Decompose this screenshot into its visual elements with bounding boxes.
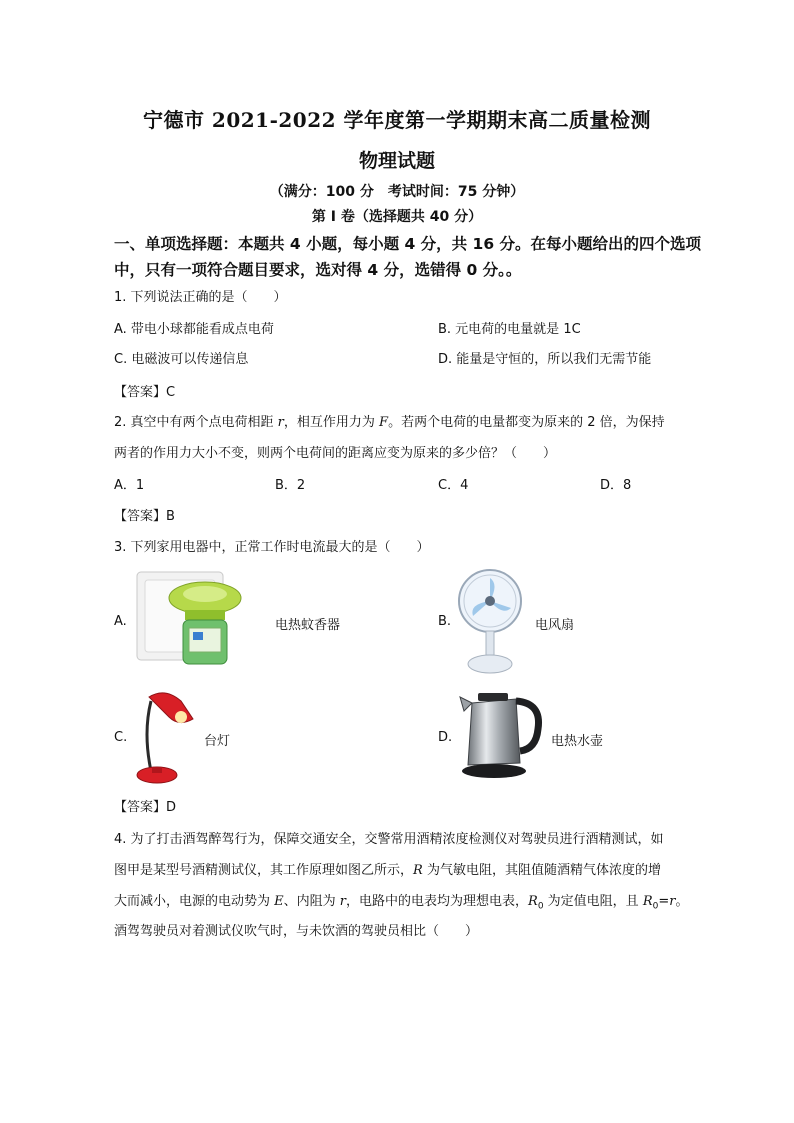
- desk-lamp-image: [135, 683, 199, 785]
- answer-tag: 【答案】: [114, 509, 167, 524]
- answer-tag: 【答案】: [114, 800, 167, 815]
- q4-text: 。: [675, 894, 689, 909]
- q1-option-c: C. 电磁波可以传递信息: [114, 352, 249, 367]
- volume-heading: 第 I 卷（选择题共 40 分）: [311, 209, 483, 225]
- q1-stem: 1. 下列说法正确的是（ ）: [114, 290, 287, 305]
- q4-text: 大而减小，电源的电动势为: [114, 894, 275, 909]
- mosquito-heater-image: [135, 570, 245, 670]
- var-r: r: [339, 894, 346, 909]
- var-r-upper: R: [413, 863, 423, 878]
- answer-tag: 【答案】: [114, 385, 167, 400]
- var-e: E: [274, 894, 284, 909]
- q4-text: 为气敏电阻，其阻值随酒精气体浓度的增: [422, 863, 661, 878]
- var-r: r: [277, 415, 284, 430]
- q3-option-a-label: A.: [114, 614, 127, 629]
- q4-text: 图甲是某型号酒精测试仪，其工作原理如图乙所示，: [114, 863, 414, 878]
- var-r0: R: [642, 894, 653, 909]
- equals-sign: =: [658, 894, 670, 909]
- subscript: 0: [537, 901, 544, 912]
- q2-text: ，相互作用力为: [283, 415, 380, 430]
- q3-option-c-text: 台灯: [204, 734, 231, 749]
- var-f: F: [379, 415, 389, 430]
- q3-stem: 3. 下列家用电器中，正常工作时电流最大的是（ ）: [114, 540, 430, 555]
- q2-stem-line1: [114, 411, 665, 430]
- q3-option-b-text: 电风扇: [535, 618, 575, 633]
- q1-option-b: B. 元电荷的电量就是 1C: [438, 322, 581, 337]
- q1-option-d: D. 能量是守恒的，所以我们无需节能: [438, 352, 652, 367]
- q3-answer: [114, 796, 176, 815]
- electric-fan-image: [455, 566, 525, 676]
- q4-text: ，电路中的电表均为理想电表，: [346, 894, 529, 909]
- answer-value: D: [166, 800, 177, 815]
- answer-value: C: [166, 385, 176, 400]
- var-r: r: [669, 894, 676, 909]
- q4-stem-line1: 4. 为了打击酒驾醉驾行为，保障交通安全，交警常用酒精浓度检测仪对驾驶员进行酒精测试，如: [114, 832, 664, 847]
- q4-stem-line3: [114, 890, 688, 912]
- q3-option-d-label: D.: [438, 730, 453, 745]
- q1-answer: [114, 381, 175, 400]
- exam-meta: （满分：100 分 考试时间：75 分钟）: [269, 184, 525, 200]
- q3-option-d-text: 电热水壶: [551, 734, 604, 749]
- q2-option-c: C．4: [438, 478, 469, 493]
- q4-text: 、内阻为: [283, 894, 340, 909]
- q4-stem-line4: 酒驾驾驶员对着测试仪吹气时，与未饮酒的驾驶员相比（ ）: [114, 924, 479, 939]
- exam-subtitle: 物理试题: [358, 150, 435, 172]
- q3-option-c-label: C.: [114, 730, 128, 745]
- q2-stem-line2: 两者的作用力大小不变，则两个电荷间的距离应变为原来的多少倍？（ ）: [114, 446, 557, 461]
- q2-answer: [114, 505, 175, 524]
- q4-stem-line2: [114, 859, 661, 878]
- q2-option-a: A．1: [114, 478, 145, 493]
- q3-option-a-text: 电热蚊香器: [275, 618, 341, 633]
- q3-option-b-label: B.: [438, 614, 452, 629]
- q2-option-b: B．2: [275, 478, 306, 493]
- subscript: 0: [652, 901, 659, 912]
- q1-option-a: A. 带电小球都能看成点电荷: [114, 322, 274, 337]
- exam-title: 宁德市 2021-2022 学年度第一学期期末高二质量检测: [142, 108, 652, 132]
- section-heading: 一、单项选择题：本题共 4 小题，每小题 4 分，共 16 分。在每小题给出的四个选项中，只有一项符合题目要求，选对得 4 分，选错得 0 分。。: [114, 235, 702, 279]
- q4-text: 为定值电阻，且: [543, 894, 643, 909]
- q2-option-d: D．8: [600, 478, 632, 493]
- electric-kettle-image: [458, 685, 546, 781]
- answer-value: B: [166, 509, 175, 524]
- q2-text: 。若两个电荷的电量都变为原来的 2 倍，为保持: [388, 415, 665, 430]
- q2-text: 2. 真空中有两个点电荷相距: [114, 415, 278, 430]
- var-r0: R: [528, 894, 538, 909]
